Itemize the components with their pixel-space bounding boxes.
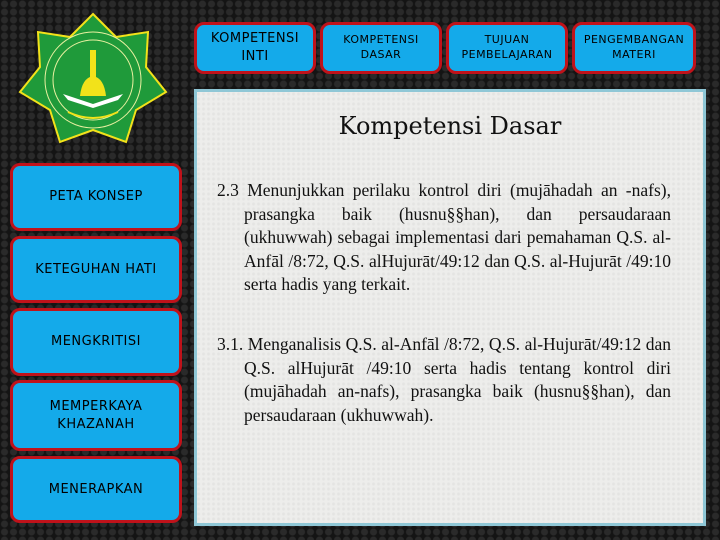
institution-logo xyxy=(18,12,168,147)
sidebar-item-peta-konsep[interactable]: PETA KONSEP xyxy=(10,163,182,231)
sidebar-item-keteguhan-hati[interactable]: KETEGUHAN HATI xyxy=(10,236,182,303)
sidebar-item-mengkritisi[interactable]: MENGKRITISI xyxy=(10,308,182,376)
tab-kompetensi-inti[interactable]: KOMPETENSI INTI xyxy=(194,22,316,74)
kompetensi-dasar-item: 2.3 Menunjukkan perilaku kontrol diri (mujāhadah an -nafs), prasangka baik (husnu§§han), dan persaudaraan (ukhuwwah) sebagai implementasi dari pemahaman Q.S. al-Anfāl /8:72, Q.S. alHujurāt/49:12 dan Q.S. al-Hujurāt /49:10 serta hadis yang terkait. xyxy=(217,180,671,294)
page-title: Kompetensi Dasar xyxy=(338,112,562,140)
kompetensi-dasar-item: 3.1. Menganalisis Q.S. al-Anfāl /8:72, Q.S. al-Hujurāt/49:12 dan Q.S. alHujurāt /49:10 serta hadis tentang kontrol diri (mujāhadah an-nafs), prasangka baik (husnu§§han), dan persaudaraan (ukhuwwah). xyxy=(217,334,671,425)
sidebar-item-memperkaya-khazanah[interactable]: MEMPERKAYA KHAZANAH xyxy=(10,380,182,451)
tab-kompetensi-dasar[interactable]: KOMPETENSI DASAR xyxy=(320,22,442,74)
tab-pengembangan-materi[interactable]: PENGEMBANGAN MATERI xyxy=(572,22,696,74)
sidebar-item-menerapkan[interactable]: MENERAPKAN xyxy=(10,456,182,523)
tab-tujuan-pembelajaran[interactable]: TUJUAN PEMBELAJARAN xyxy=(446,22,568,74)
content-panel xyxy=(194,89,706,526)
